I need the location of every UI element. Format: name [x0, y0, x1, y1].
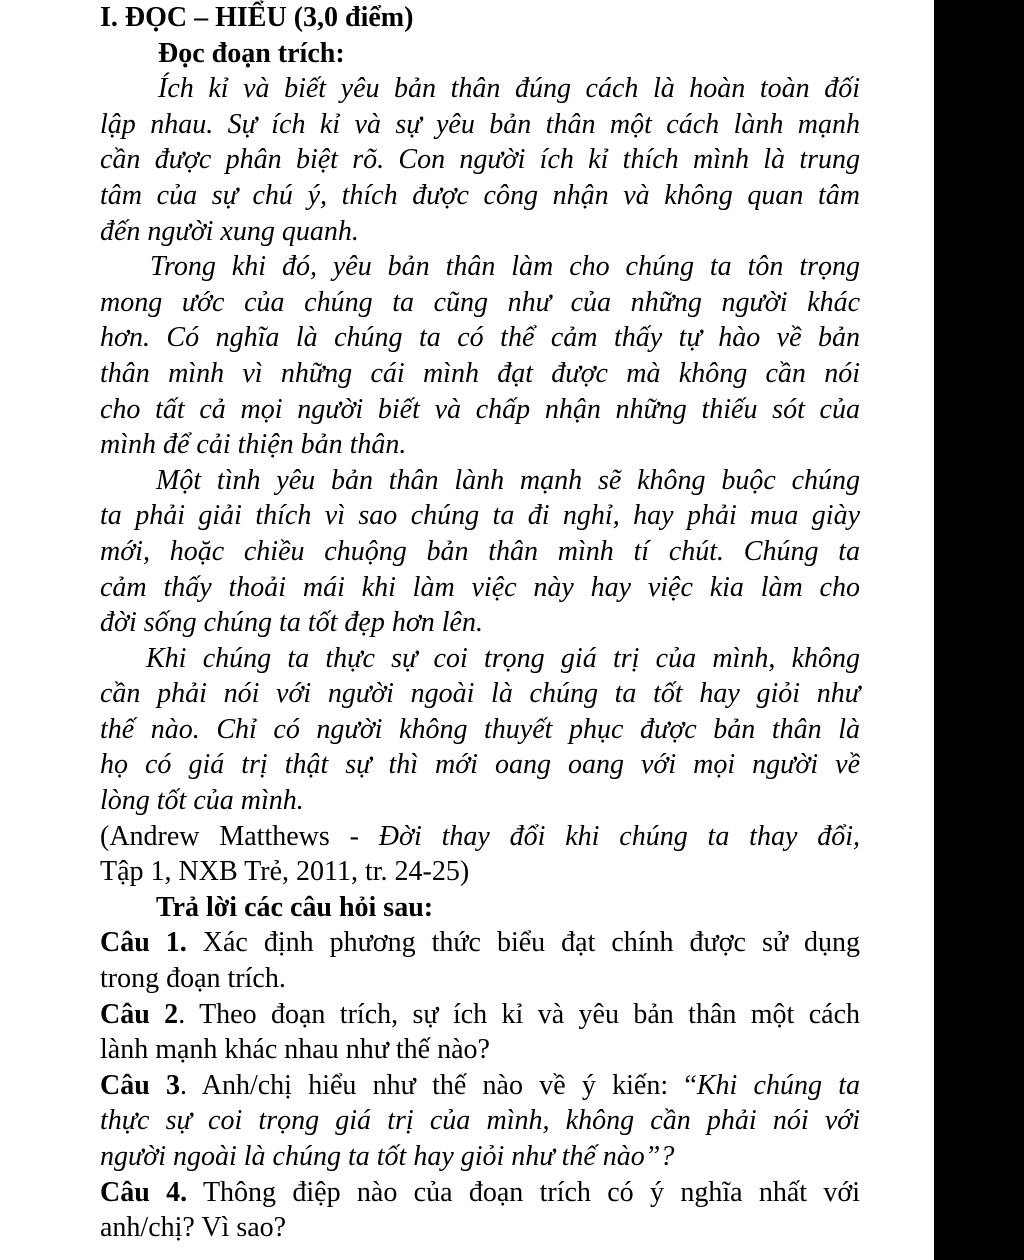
citation [100, 819, 860, 890]
passage-line: thế nào. Chỉ có người không thuyết phục được bản thân là [100, 713, 860, 745]
passage-line: cần phải nói với người ngoài là chúng ta tốt hay giỏi như [100, 678, 860, 710]
passage-line: Một tình yêu bản thân lành mạnh sẽ không buộc chúng [156, 464, 860, 496]
citation-book-title: Đời thay đổi khi chúng ta thay đổi, [378, 820, 860, 852]
passage-line: hơn. Có nghĩa là chúng ta có thể cảm thấy tự hào về bản [100, 322, 860, 354]
question-3-line-1 [100, 1068, 860, 1104]
question-3-line-2: thực sự coi trọng giá trị của mình, không cần phải nói với [100, 1105, 860, 1137]
question-3-quote-start: Khi chúng ta [696, 1069, 860, 1101]
question-1-line-1 [100, 925, 860, 961]
question-4-line-1 [100, 1175, 860, 1211]
passage-line: cho tất cả mọi người biết và chấp nhận những thiếu sót của [100, 393, 860, 425]
passage-paragraph-4 [100, 641, 860, 819]
question-4 [100, 1175, 860, 1246]
passage-paragraph-2 [100, 249, 860, 463]
passage-line: đến người xung quanh. [100, 215, 359, 247]
question-3 [100, 1068, 860, 1175]
passage-line: cần được phân biệt rõ. Con người ích kỉ thích mình là trung [100, 144, 860, 176]
section-heading: I. ĐỌC – HIỂU (3,0 điểm) [100, 2, 414, 33]
question-1 [100, 925, 860, 996]
question-2-label: Câu 2 [100, 998, 179, 1030]
document-content [100, 0, 860, 1246]
read-label: Đọc đoạn trích: [158, 37, 345, 69]
passage-line: thân mình vì những cái mình đạt được mà không cần nói [100, 357, 860, 389]
citation-author: (Andrew Matthews - [100, 820, 379, 852]
question-4-label: Câu 4. [100, 1176, 188, 1208]
question-2-line-2: lành mạnh khác nhau như thế nào? [100, 1034, 490, 1066]
passage-line: cảm thấy thoải mái khi làm việc này hay việc kia làm cho [100, 571, 860, 603]
passage-line: Khi chúng ta thực sự coi trọng giá trị của mình, không [146, 642, 860, 674]
question-4-line-2: anh/chị? Vì sao? [100, 1212, 287, 1244]
question-3-line-3 [100, 1139, 860, 1175]
question-2-line-1 [100, 997, 860, 1033]
question-1-text: Xác định phương thức biểu đạt chính được sử dụng [186, 927, 861, 959]
questions-header: Trả lời các câu hỏi sau: [156, 891, 434, 923]
question-3-label: Câu 3 [100, 1069, 181, 1101]
question-2-text: . Theo đoạn trích, sự ích kỉ và yêu bản thân một cách [178, 998, 861, 1030]
question-3-close-quote: ”? [644, 1141, 675, 1172]
question-1-line-2: trong đoạn trích. [100, 963, 286, 995]
passage-line: ta phải giải thích vì sao chúng ta đi nghỉ, hay phải mua giày [100, 500, 860, 532]
passage-line: họ có giá trị thật sự thì mới oang oang với mọi người về [100, 749, 860, 781]
passage-paragraph-3 [100, 463, 860, 641]
passage-line: lập nhau. Sự ích kỉ và sự yêu bản thân một cách lành mạnh [100, 108, 860, 140]
passage-line: mong ước của chúng ta cũng như của những người khác [100, 286, 860, 318]
passage-line: mình để cải thiện bản thân. [100, 429, 407, 461]
passage-line: đời sống chúng ta tốt đẹp hơn lên. [100, 607, 483, 639]
citation-details: Tập 1, NXB Trẻ, 2011, tr. 24-25) [100, 856, 470, 888]
question-4-text: Thông điệp nào của đoạn trích có ý nghĩa nhất với [187, 1176, 860, 1208]
question-3-text: . Anh/chị hiểu như thế nào về ý kiến: “ [180, 1069, 697, 1101]
right-black-margin [934, 0, 1024, 1260]
question-1-label: Câu 1. [100, 927, 187, 959]
citation-line-1 [100, 819, 860, 855]
passage-line: Trong khi đó, yêu bản thân làm cho chúng ta tôn trọng [150, 251, 860, 283]
passage-line: lòng tốt của mình. [100, 785, 304, 817]
passage-paragraph-1 [100, 71, 860, 249]
question-3-quote-end: người ngoài là chúng ta tốt hay giỏi như thế nào [100, 1141, 645, 1172]
question-2 [100, 997, 860, 1068]
passage-line: Ích kỉ và biết yêu bản thân đúng cách là hoàn toàn đối [158, 73, 860, 105]
passage-line: mới, hoặc chiều chuộng bản thân mình tí chút. Chúng ta [100, 535, 860, 567]
passage-line: tâm của sự chú ý, thích được công nhận và không quan tâm [100, 179, 860, 211]
